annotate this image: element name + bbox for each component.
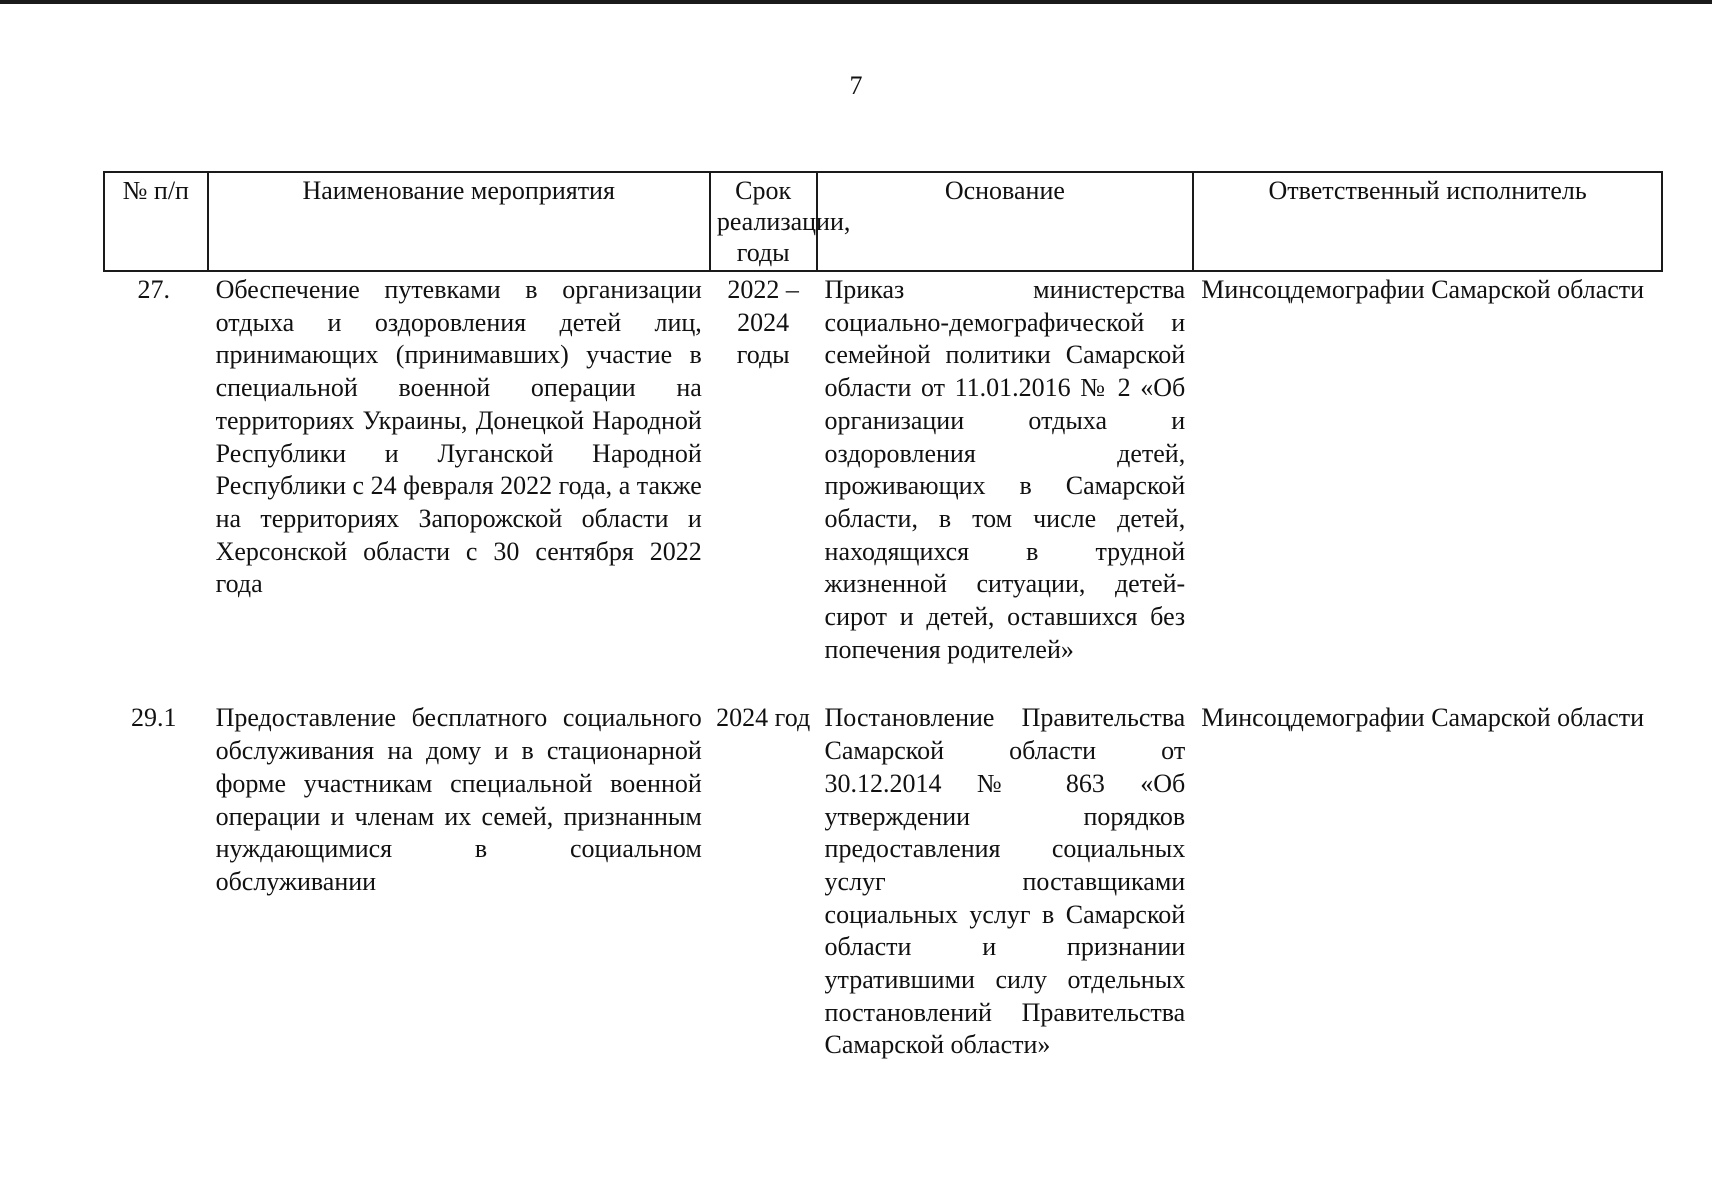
header-term: Срок реализации, годы [710,172,817,271]
top-border-line [0,0,1712,4]
row-basis: Приказ министерства социально-демографической и семейной политики Самарской области от 11.01.2016 № 2 «Об организации отдыха и оздоровления детей, проживающих в Самарской области, в том числе детей, находящихся в трудной жизненной ситуации, детей-сирот и детей, оставшихся без попечения родителей» [824,275,1186,664]
table-header-row [104,172,1662,271]
measures-table-container [103,171,1663,1062]
row-basis: Постановление Правительства Самарской области от 30.12.2014 № 863 «Об утверждении порядков предоставления социальных услуг поставщиками социальных услуг в Самарской области и признании утратившими силу отдельных постановлений Правительства Самарской области» [824,703,1186,1060]
row-number: 29.1 [131,703,177,733]
table-body [104,271,1662,1062]
table-row [104,702,1662,1062]
row-term: 2022 – 2024 годы [727,275,799,370]
row-term: 2024 год [716,703,811,733]
table-row [104,271,1662,702]
header-name: Наименование мероприятия [208,172,710,271]
row-measure-name: Обеспечение путевками в организации отдыха и оздоровления детей лиц, принимающих (принимавших) участие в специальной военной операции на территориях Украины, Донецкой Народной Республики и Луганской Народной Республики с 24 февраля 2022 года, а также на территориях Запорожской области и Херсонской области с 30 сентября 2022 года [215,275,702,599]
row-executor: Минсоцдемографии Самарской области [1201,275,1645,304]
measures-table [103,171,1663,1062]
page-number: 7 [849,71,863,100]
row-executor: Минсоцдемографии Самарской области [1201,703,1645,733]
header-basis: Основание [817,172,1194,271]
header-executor: Ответственный исполнитель [1193,172,1662,271]
table-header [104,172,1662,271]
row-measure-name: Предоставление бесплатного социального обслуживания на дому и в стационарной форме участникам специальной военной операции и членам их семей, признанным нуждающимися в социальном обслуживании [215,703,702,896]
row-number: 27. [137,275,171,304]
header-num: № п/п [104,172,208,271]
